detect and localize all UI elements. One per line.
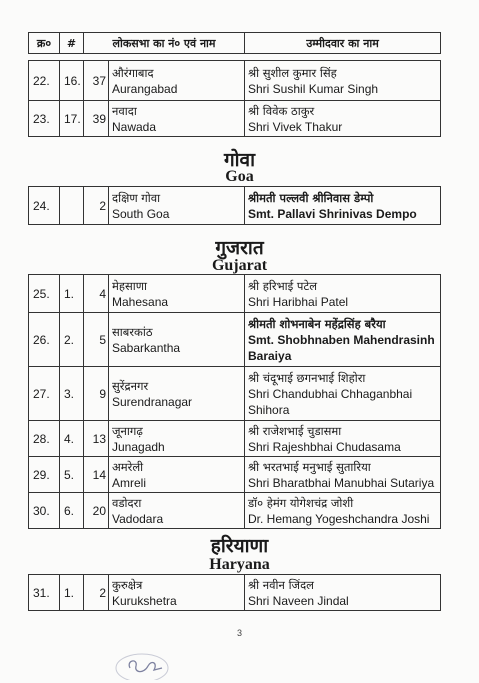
candidate-hindi: श्री नवीन जिंदल — [248, 577, 314, 592]
constituency-english: Mahesana — [112, 294, 169, 309]
row-constituency — [109, 313, 245, 367]
candidate-english: Shri Haribhai Patel — [248, 294, 349, 309]
candidate-hindi: श्री राजेशभाई चुडासमा — [248, 423, 342, 438]
row-candidate — [245, 493, 441, 529]
row-number: 1. — [60, 575, 84, 611]
row-candidate — [245, 421, 441, 457]
row-pc-number: 5 — [84, 313, 109, 367]
table-row — [29, 421, 441, 457]
constituency-hindi: नवादा — [112, 103, 137, 118]
row-number: 4. — [60, 421, 84, 457]
signature-stamp — [108, 640, 178, 680]
row-constituency — [109, 187, 245, 225]
bihar-table — [28, 60, 441, 137]
constituency-english: Vadodara — [112, 511, 164, 526]
row-candidate — [245, 575, 441, 611]
candidate-hindi: श्री चंदूभाई छगनभाई शिहोरा — [248, 370, 366, 385]
table-row — [29, 101, 441, 137]
table-row — [29, 61, 441, 101]
haryana-title-english: Haryana — [209, 556, 270, 573]
row-pc-number: 2 — [84, 187, 109, 225]
candidate-hindi: श्री विवेक ठाकुर — [248, 103, 315, 118]
row-number: 2. — [60, 313, 84, 367]
constituency-english: Nawada — [112, 119, 157, 134]
row-pc-number: 37 — [84, 61, 109, 101]
header-row — [29, 33, 441, 54]
row-sr: 26. — [29, 313, 60, 367]
row-number: 17. — [60, 101, 84, 137]
row-sr: 27. — [29, 367, 60, 421]
header-table — [28, 32, 441, 54]
row-pc-number: 2 — [84, 575, 109, 611]
constituency-english: Surendranagar — [112, 394, 193, 409]
table-row — [29, 457, 441, 493]
signature-stroke — [129, 661, 162, 672]
constituency-hindi: वडोदरा — [112, 495, 142, 510]
row-candidate — [245, 275, 441, 313]
candidate-hindi: श्री सुशील कुमार सिंह — [248, 65, 337, 80]
header-sr: क्र० — [29, 33, 60, 54]
constituency-hindi: सुरेंद्रनगर — [112, 378, 149, 393]
candidate-hindi: श्रीमती शोभनाबेन महेंद्रसिंह बरैया — [248, 316, 386, 331]
constituency-english: Junagadh — [112, 439, 165, 454]
row-constituency — [109, 101, 245, 137]
row-pc-number: 14 — [84, 457, 109, 493]
row-sr: 23. — [29, 101, 60, 137]
candidate-hindi: श्री भरतभाई मनुभाई सुतारिया — [248, 459, 371, 474]
row-candidate — [245, 313, 441, 367]
constituency-hindi: अमरेली — [112, 459, 144, 474]
row-number: 3. — [60, 367, 84, 421]
row-number: 6. — [60, 493, 84, 529]
constituency-hindi: औरंगाबाद — [112, 65, 154, 80]
row-constituency — [109, 275, 245, 313]
row-constituency — [109, 575, 245, 611]
row-number: 1. — [60, 275, 84, 313]
row-candidate — [245, 101, 441, 137]
header-hash: # — [60, 33, 84, 54]
constituency-hindi: जूनागढ़ — [112, 423, 143, 438]
header-constituency: लोकसभा का नं० एवं नाम — [84, 33, 245, 54]
row-sr: 31. — [29, 575, 60, 611]
row-constituency — [109, 493, 245, 529]
gujarat-table — [28, 274, 441, 529]
candidate-hindi: श्रीमती पल्लवी श्रीनिवास डेम्पो — [248, 190, 374, 205]
row-sr: 28. — [29, 421, 60, 457]
row-constituency — [109, 367, 245, 421]
candidate-english: Shri Bharatbhai Manubhai Sutariya — [248, 475, 435, 490]
table-row — [29, 493, 441, 529]
table-row — [29, 187, 441, 225]
candidate-english: Shri Naveen Jindal — [248, 593, 349, 608]
goa-title-hindi: गोवा — [223, 149, 256, 171]
constituency-hindi: साबरकांठ — [112, 324, 153, 339]
row-constituency — [109, 61, 245, 101]
row-number: 16. — [60, 61, 84, 101]
table-row — [29, 313, 441, 367]
stamp-outline — [116, 654, 168, 680]
candidate-english: Shri Rajeshbhai Chudasama — [248, 439, 401, 454]
row-candidate — [245, 61, 441, 101]
row-number: 5. — [60, 457, 84, 493]
table-row — [29, 275, 441, 313]
constituency-english: Amreli — [112, 475, 147, 490]
table-row — [29, 575, 441, 611]
row-sr: 25. — [29, 275, 60, 313]
row-pc-number: 4 — [84, 275, 109, 313]
constituency-english: Aurangabad — [112, 81, 178, 96]
gujarat-title-hindi: गुजरात — [215, 237, 264, 259]
haryana-title-hindi: हरियाणा — [210, 535, 269, 557]
candidate-hindi: डॉ० हेमंग योगेशचंद्र जोशी — [248, 495, 354, 510]
header-candidate: उम्मीदवार का नाम — [245, 33, 441, 54]
table-row — [29, 367, 441, 421]
constituency-english: Sabarkantha — [112, 340, 181, 355]
row-sr: 29. — [29, 457, 60, 493]
goa-title-english: Goa — [225, 168, 254, 185]
candidate-english: Shri Sushil Kumar Singh — [248, 81, 379, 96]
row-sr: 24. — [29, 187, 60, 225]
constituency-hindi: दक्षिण गोवा — [112, 190, 161, 205]
constituency-hindi: मेहसाणा — [112, 278, 148, 293]
row-pc-number: 20 — [84, 493, 109, 529]
row-candidate — [245, 457, 441, 493]
candidate-english: Smt. Shobhnaben Mahendrasinh Baraiya — [248, 332, 435, 363]
page-number: 3 — [236, 628, 242, 638]
row-constituency — [109, 421, 245, 457]
constituency-hindi: कुरुक्षेत्र — [112, 577, 143, 592]
candidate-english: Smt. Pallavi Shrinivas Dempo — [248, 206, 417, 221]
candidate-english: Shri Vivek Thakur — [248, 119, 343, 134]
row-constituency — [109, 457, 245, 493]
goa-table — [28, 186, 441, 225]
row-pc-number: 13 — [84, 421, 109, 457]
constituency-english: Kurukshetra — [112, 593, 177, 608]
candidate-english: Shri Chandubhai Chhaganbhai Shihora — [248, 386, 413, 417]
row-candidate — [245, 187, 441, 225]
row-sr: 22. — [29, 61, 60, 101]
row-pc-number: 39 — [84, 101, 109, 137]
candidate-english: Dr. Hemang Yogeshchandra Joshi — [248, 511, 430, 526]
row-candidate — [245, 367, 441, 421]
candidate-hindi: श्री हरिभाई पटेल — [248, 278, 318, 293]
haryana-table — [28, 574, 441, 611]
row-pc-number: 9 — [84, 367, 109, 421]
constituency-english: South Goa — [112, 206, 170, 221]
gujarat-title-english: Gujarat — [211, 257, 268, 274]
row-sr: 30. — [29, 493, 60, 529]
row-number — [60, 187, 84, 225]
